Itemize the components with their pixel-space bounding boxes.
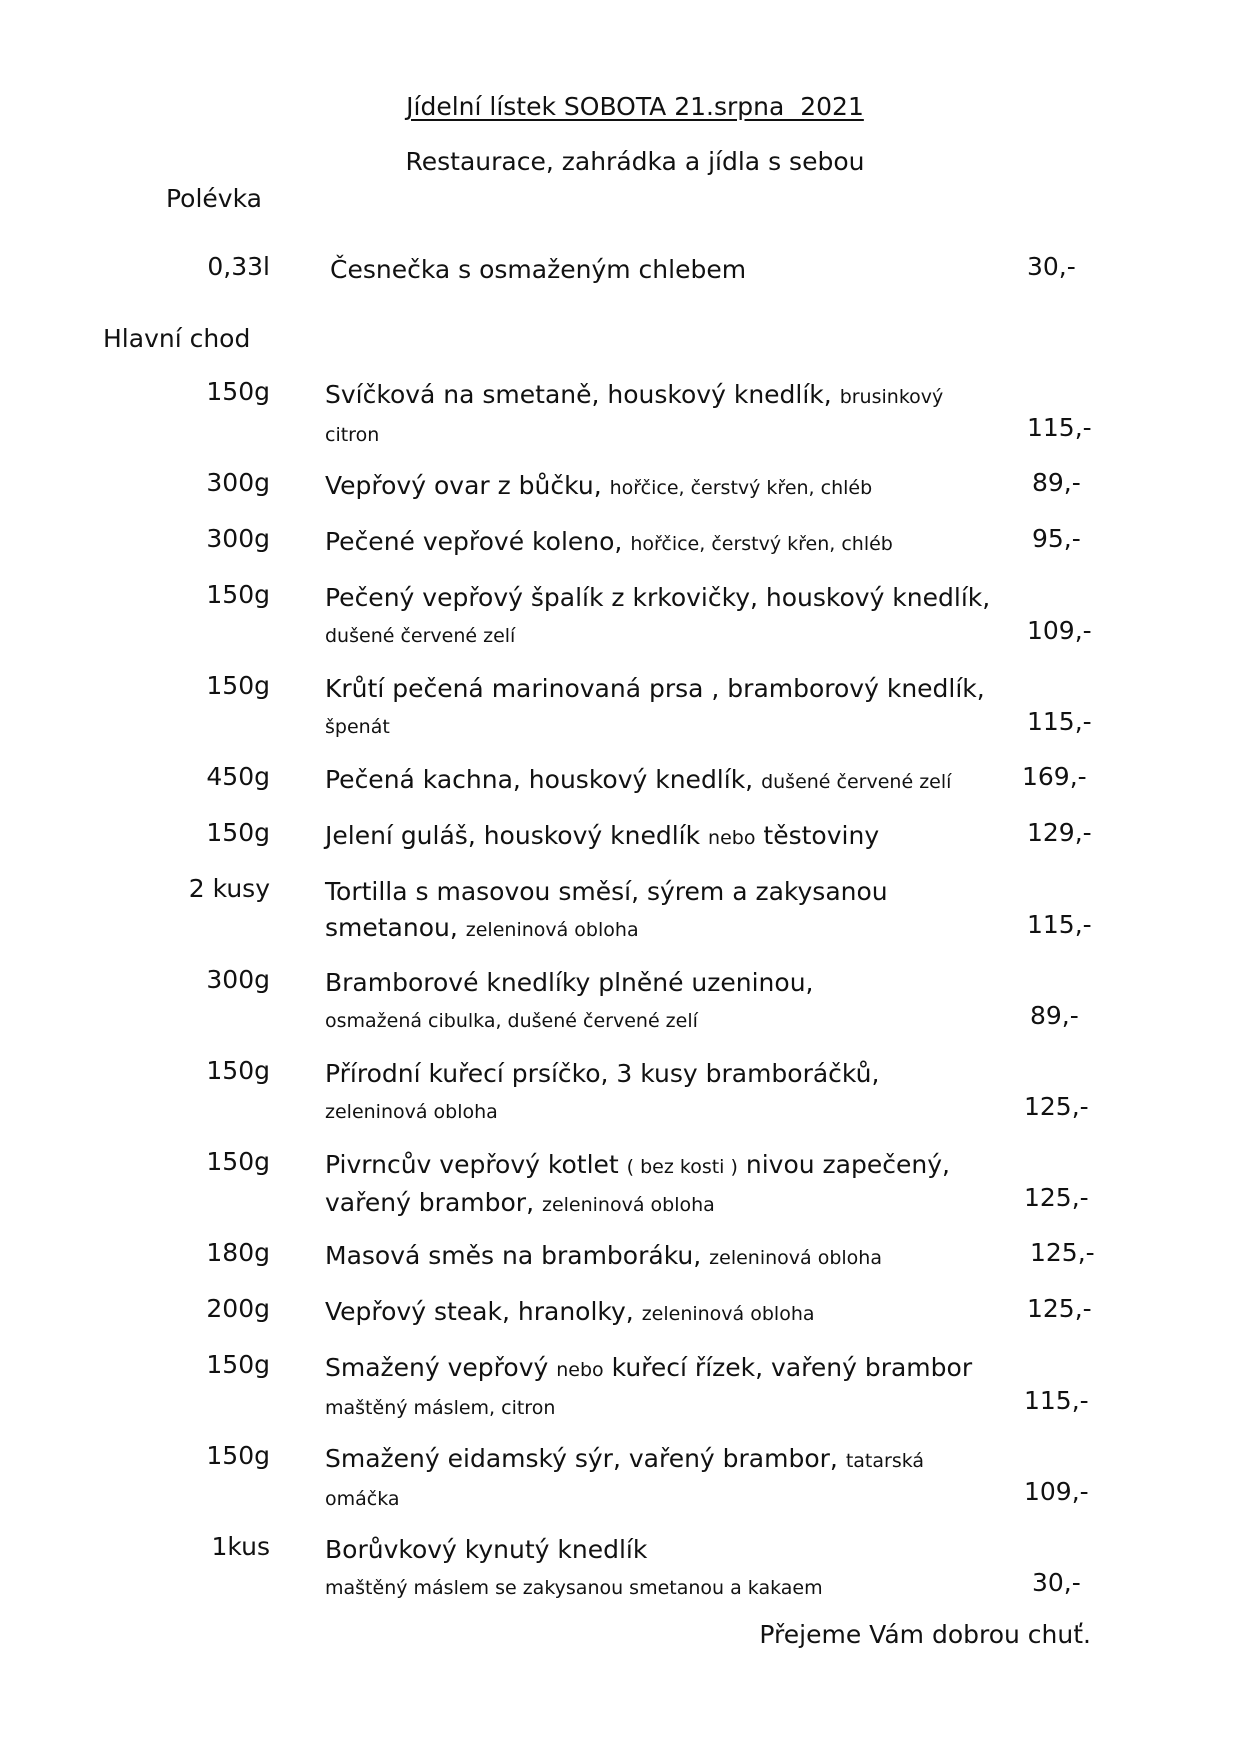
item-name <box>325 818 1025 856</box>
item-name <box>325 1147 1005 1223</box>
item-title: Bramborové knedlíky plněné uzeninou, <box>325 968 814 997</box>
item-extra: brusinkový citron <box>325 386 944 446</box>
item-extra: hořčice, čerstvý křen, chléb <box>630 533 893 555</box>
item-price: 109,- <box>1027 616 1092 645</box>
item-title: Pivrncův vepřový kotlet <box>325 1150 619 1179</box>
item-quantity: 1kus <box>211 1532 270 1561</box>
item-title: Pečená kachna, houskový knedlík, <box>325 765 754 794</box>
item-quantity: 150g <box>206 377 270 406</box>
item-quantity: 150g <box>206 1350 270 1379</box>
item-name <box>325 762 1025 800</box>
item-extra: dušené červené zelí <box>325 625 516 647</box>
item-title: Masová směs na bramboráku, <box>325 1241 702 1270</box>
item-name <box>325 1294 1025 1332</box>
item-price: 125,- <box>1024 1092 1089 1121</box>
item-price: 125,- <box>1030 1238 1095 1267</box>
item-title: Přírodní kuřecí prsíčko, 3 kusy bramboráčků, <box>325 1059 880 1088</box>
item-title: Svíčková na smetaně, houskový knedlík, <box>325 380 832 409</box>
item-note: ( bez kosti ) <box>626 1156 738 1178</box>
item-name <box>325 965 1025 1039</box>
closing-wish: Přejeme Vám dobrou chuť. <box>759 1620 1091 1649</box>
item-extra: osmažená cibulka, dušené červené zelí <box>325 1010 698 1032</box>
item-price: 30,- <box>1027 252 1076 281</box>
item-name <box>325 671 1025 745</box>
item-title-continued: nivou zapečený, vařený brambor, <box>325 1150 950 1217</box>
item-name <box>325 377 975 453</box>
section-heading-soup: Polévka <box>166 184 262 213</box>
item-name: Česnečka s osmaženým chlebem <box>330 255 747 284</box>
item-price: 115,- <box>1027 413 1092 442</box>
item-quantity: 300g <box>206 468 270 497</box>
item-quantity: 0,33l <box>207 252 270 281</box>
item-title: Pečený vepřový špalík z krkovičky, houskový knedlík, <box>325 583 991 612</box>
item-name <box>325 1056 1025 1130</box>
item-quantity: 150g <box>206 1147 270 1176</box>
item-title: Krůtí pečená marinovaná prsa , bramborový knedlík, <box>325 674 985 703</box>
item-title-continued: těstoviny <box>763 821 880 850</box>
item-price: 125,- <box>1027 1294 1092 1323</box>
section-heading-main: Hlavní chod <box>103 324 251 353</box>
item-price: 109,- <box>1024 1477 1089 1506</box>
item-extra: tatarská omáčka <box>325 1450 925 1510</box>
item-extra: špenát <box>325 716 390 738</box>
item-quantity: 150g <box>206 818 270 847</box>
item-quantity: 300g <box>206 524 270 553</box>
item-title: Vepřový steak, hranolky, <box>325 1297 634 1326</box>
item-name <box>325 524 1025 562</box>
item-quantity: 200g <box>206 1294 270 1323</box>
item-price: 169,- <box>1022 762 1087 791</box>
item-price: 115,- <box>1027 707 1092 736</box>
item-price: 115,- <box>1027 910 1092 939</box>
item-price: 30,- <box>1032 1568 1081 1597</box>
item-extra: zeleninová obloha <box>541 1194 715 1216</box>
item-quantity: 150g <box>206 1056 270 1085</box>
item-connector: nebo <box>556 1359 604 1381</box>
item-extra: zeleninová obloha <box>641 1303 815 1325</box>
item-title: Smažený eidamský sýr, vařený brambor, <box>325 1444 838 1473</box>
item-title: Vepřový ovar z bůčku, <box>325 471 602 500</box>
item-quantity: 150g <box>206 1441 270 1470</box>
item-extra: maštěný máslem, citron <box>325 1397 556 1419</box>
item-name <box>325 1350 1045 1426</box>
item-price: 95,- <box>1032 524 1081 553</box>
item-price: 115,- <box>1024 1386 1089 1415</box>
item-title: Pečené vepřové koleno, <box>325 527 623 556</box>
item-quantity: 150g <box>206 671 270 700</box>
item-quantity: 300g <box>206 965 270 994</box>
item-connector: nebo <box>708 827 756 849</box>
page-title: Jídelní lístek SOBOTA 21.srpna 2021 <box>406 92 864 121</box>
item-extra: zeleninová obloha <box>325 1101 498 1123</box>
item-price: 89,- <box>1030 1001 1079 1030</box>
item-quantity: 2 kusy <box>188 874 270 903</box>
item-price: 89,- <box>1032 468 1081 497</box>
item-quantity: 180g <box>206 1238 270 1267</box>
item-quantity: 150g <box>206 580 270 609</box>
item-price: 125,- <box>1024 1183 1089 1212</box>
item-name <box>325 874 925 948</box>
item-name <box>325 580 1025 654</box>
item-title-continued: kuřecí řízek, vařený brambor <box>611 1353 973 1382</box>
item-name <box>325 1238 1025 1276</box>
item-extra: zeleninová obloha <box>465 919 639 941</box>
item-name <box>325 468 1025 506</box>
item-extra: dušené červené zelí <box>761 771 952 793</box>
item-extra: maštěný máslem se zakysanou smetanou a kakaem <box>325 1577 823 1599</box>
page-subtitle: Restaurace, zahrádka a jídla s sebou <box>405 147 865 176</box>
item-name <box>325 1532 1025 1606</box>
item-title: Jelení guláš, houskový knedlík <box>325 821 701 850</box>
item-name <box>325 1441 965 1517</box>
item-price: 129,- <box>1027 818 1092 847</box>
item-title: Smažený vepřový <box>325 1353 549 1382</box>
item-extra: zeleninová obloha <box>709 1247 882 1269</box>
item-title: Tortilla s masovou směsí, sýrem a zakysanou smetanou, <box>325 877 888 942</box>
item-title: Borůvkový kynutý knedlík <box>325 1535 648 1564</box>
item-quantity: 450g <box>206 762 270 791</box>
item-extra: hořčice, čerstvý křen, chléb <box>609 477 873 499</box>
